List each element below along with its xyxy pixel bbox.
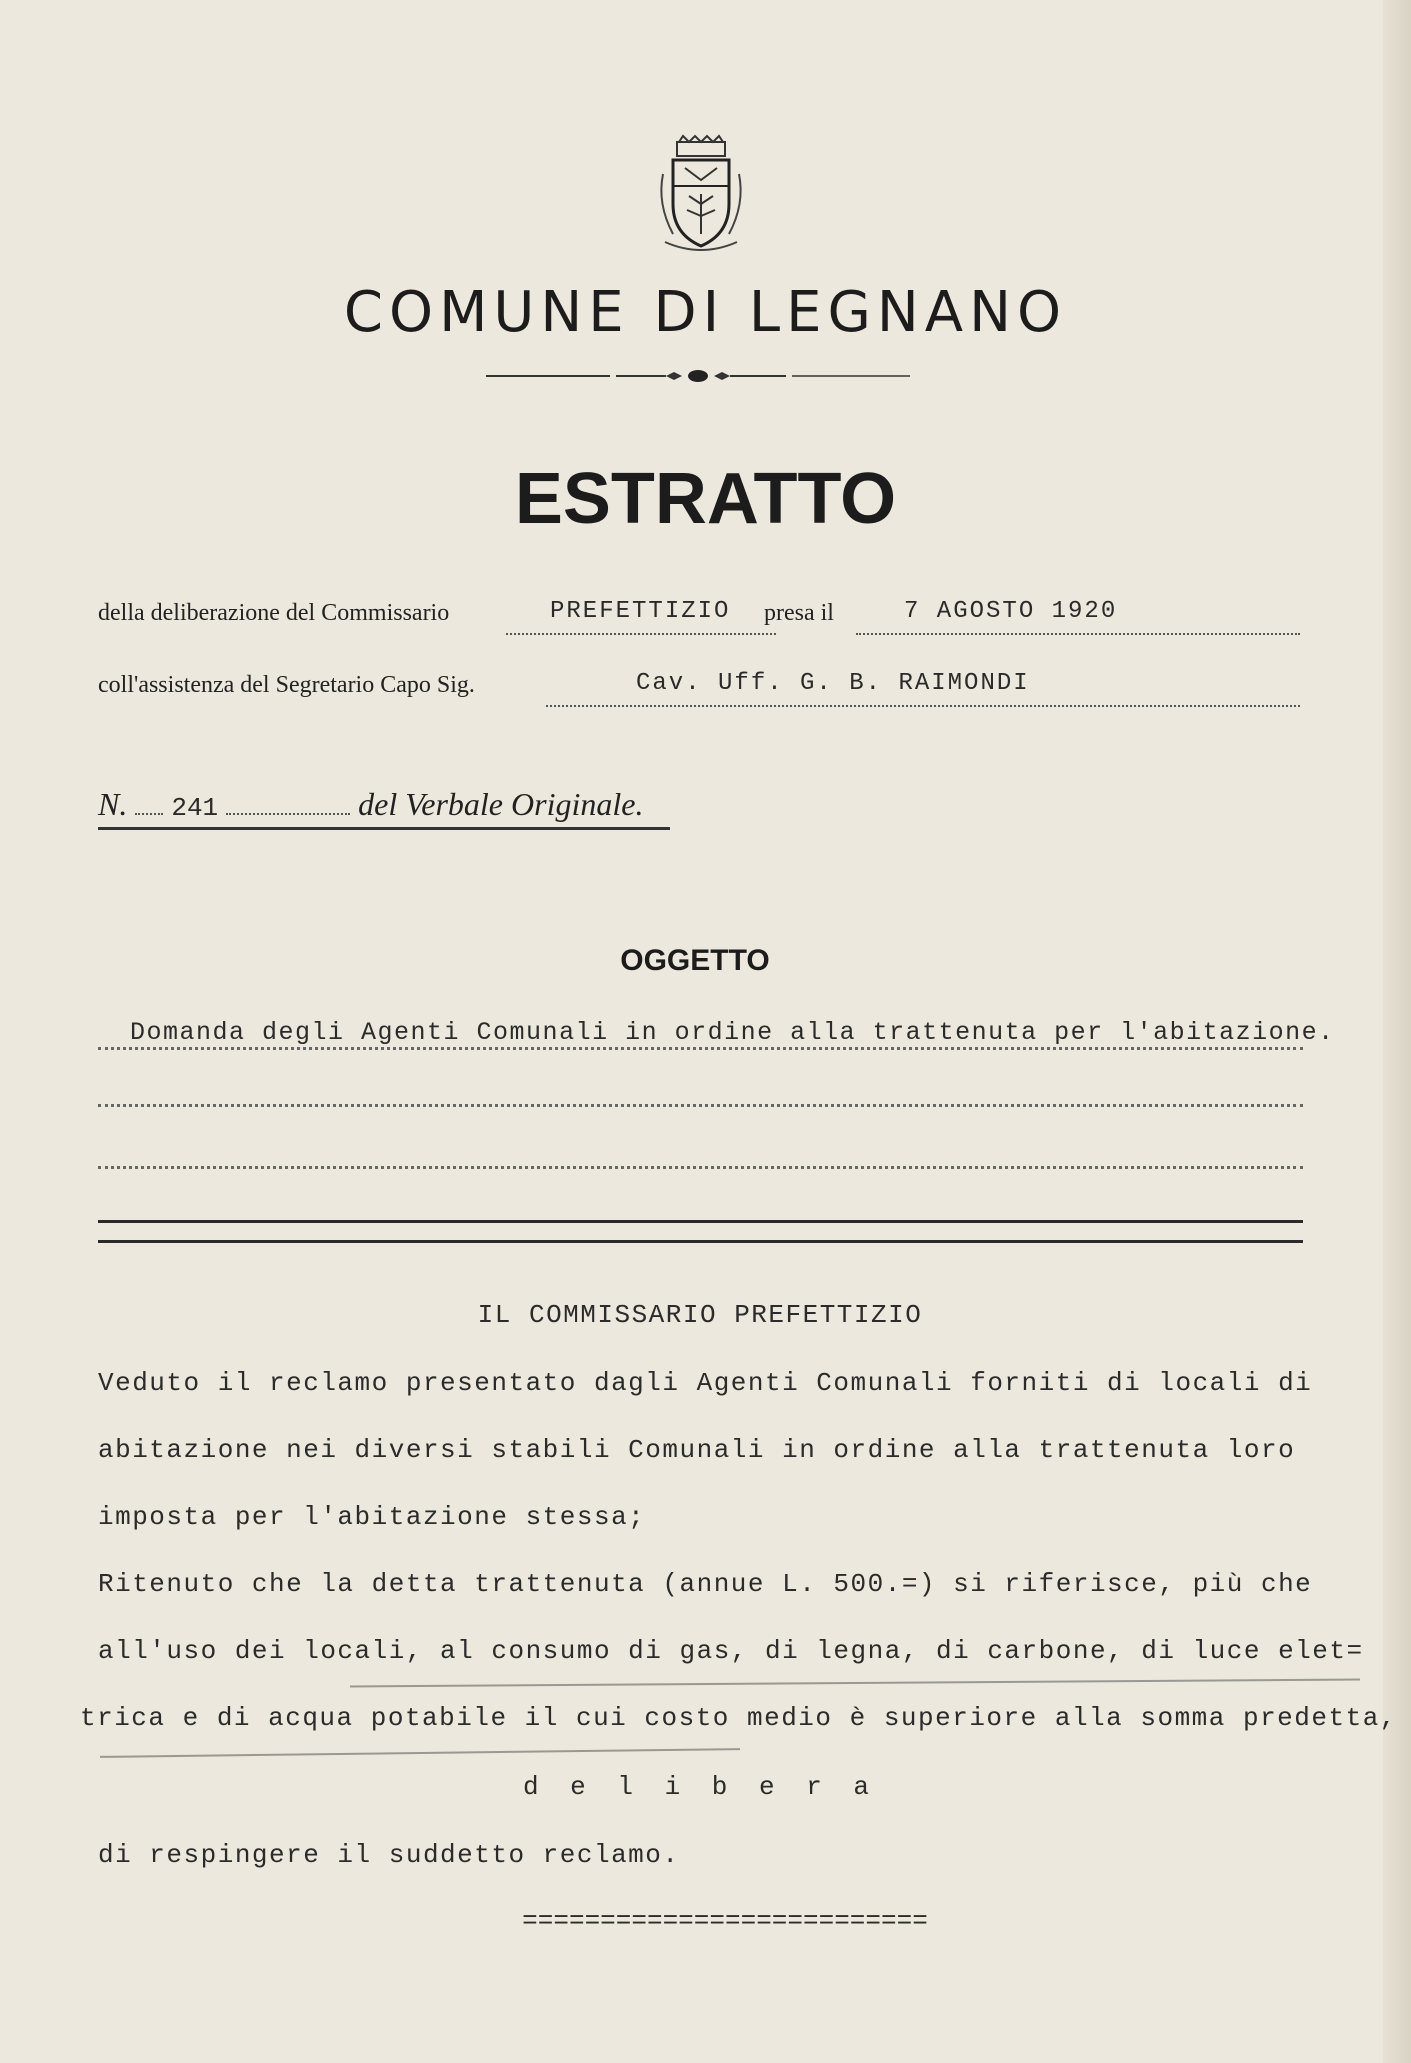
coat-of-arms-icon	[655, 134, 747, 256]
divider-ornament	[486, 366, 910, 386]
dotted-rule	[98, 1104, 1303, 1107]
verbale-prefix: N.	[98, 786, 128, 822]
oggetto-heading: OGGETTO	[620, 944, 770, 977]
date-field: 7 AGOSTO 1920	[904, 598, 1118, 625]
body-line-4: Ritenuto che la detta trattenuta (annue L. 500.=) si riferisce, più che	[98, 1569, 1313, 1599]
body-line-5: all'uso dei locali, al consumo di gas, di legna, di carbone, di luce elet=	[98, 1636, 1364, 1666]
dotted-rule	[98, 1166, 1303, 1169]
dotted-leader	[226, 812, 350, 815]
date-label: presa il	[764, 600, 834, 626]
verbale-number-line	[98, 786, 670, 830]
solid-rule	[98, 1220, 1303, 1223]
body-line-6: trica e di acqua potabile il cui costo medio è superiore alla somma predetta,	[80, 1703, 1397, 1733]
secretary-field: Cav. Uff. G. B. RAIMONDI	[636, 670, 1030, 697]
body-line-2: abitazione nei diversi stabili Comunali in ordine alla trattenuta loro	[98, 1435, 1296, 1465]
verbale-number: 241	[171, 793, 219, 823]
decision-text: di respingere il suddetto reclamo.	[98, 1840, 680, 1870]
commissioner-type-field: PREFETTIZIO	[550, 598, 731, 625]
body-title: IL COMMISSARIO PREFETTIZIO	[477, 1300, 923, 1330]
pen-underline	[350, 1678, 1360, 1687]
closing-rule: ==========================	[522, 1906, 928, 1936]
solid-rule	[98, 1240, 1303, 1243]
body-line-1: Veduto il reclamo presentato dagli Agenti Comunali forniti di locali di	[98, 1368, 1313, 1398]
deliberation-line-2-label: coll'assistenza del Segretario Capo Sig.	[98, 672, 475, 698]
decision-word: d e l i b e r a	[522, 1772, 878, 1802]
municipality-title: COMUNE DI LEGNANO	[343, 280, 1068, 345]
dotted-rule	[98, 1047, 1303, 1050]
dotted-leader	[135, 812, 163, 815]
deliberation-line-1-label: della deliberazione del Commissario	[98, 600, 450, 626]
verbale-suffix: del Verbale Originale.	[358, 786, 644, 822]
document-type-heading: ESTRATTO	[514, 459, 897, 539]
oggetto-subject: Domanda degli Agenti Comunali in ordine alla trattenuta per l'abitazione.	[130, 1018, 1335, 1047]
body-line-3: imposta per l'abitazione stessa;	[98, 1502, 646, 1532]
pen-underline	[100, 1748, 740, 1758]
